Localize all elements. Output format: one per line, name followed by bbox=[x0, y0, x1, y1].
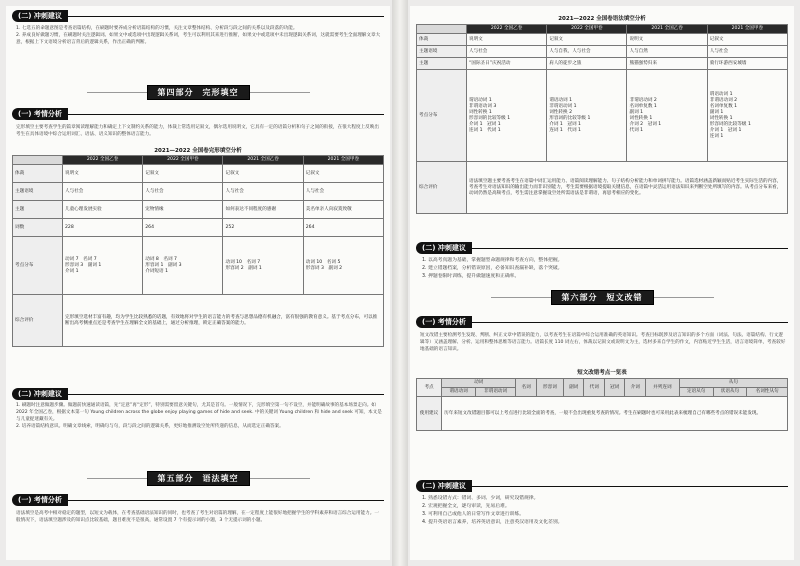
part4-analysis-text: 完形填空主要考查学生的篇章阅读理解能力和确定上下文制约关系的能力，体裁上常选用记叙文，偶尔选用说明文，它具有一定的语篇分析和句子之间的衔接，在很大程度上反映出考生在具体语境中综合运用词汇、语法、语义知识的整体语言能力。 bbox=[16, 125, 379, 137]
grammar-row bbox=[417, 70, 788, 162]
right-sprint2-item-3: 3. 可利用自己或他人的日常写作文章进行训练。 bbox=[422, 512, 525, 517]
cloze-cell: 动词 10 名词 5 形容词 3 副词 2 bbox=[303, 237, 383, 295]
grammar-cell: 谓语动词 1 非谓语动词 1 词性转换 2 形容词的比较等级 1 介词 1 冠词 1 连词 1 代词 1 bbox=[547, 70, 627, 162]
cloze-header-row bbox=[13, 156, 384, 165]
error-header-8: 并列连词 bbox=[645, 379, 679, 397]
cloze-header-1: 2022 全国乙卷 bbox=[62, 156, 142, 165]
right-page bbox=[410, 6, 794, 560]
cloze-header-0 bbox=[13, 156, 63, 165]
cloze-row-label: 综合评价 bbox=[13, 295, 63, 347]
error-header-2: 名词 bbox=[516, 379, 537, 397]
left-sprint1-item-2: 2. 养成良好做题习惯，在刷题时关注逻辑词。如果文中或选项中出现逻辑关系词，考生可以利用其来进行推断，如果文中或选项中未出现逻辑关系词，这就需要考生全面理解文章大意，根据上下文语境分析语言背后的逻辑关系，作出正确的判断。 bbox=[16, 33, 381, 45]
grammar-row bbox=[417, 162, 788, 214]
grammar-row bbox=[417, 58, 788, 70]
cloze-summary-cell: 完形填空选材丰富有趣，均为学生比较熟悉的话题，有效地将对学生的语言能力的考查与思想品德有机融合，富有很强的教育意义。基于考点分布，可以推断出高考侧重点还是考查学生在理解全文的基础上，通过分析推理，锁定正确答案的能力。 bbox=[62, 295, 383, 347]
cloze-cell: 记叙文 bbox=[223, 165, 303, 183]
cloze-cell: 252 bbox=[223, 219, 303, 237]
error-header-9: 从句 bbox=[679, 379, 787, 388]
grammar-cell: 人与社会 bbox=[466, 46, 546, 58]
grammar-header-0 bbox=[417, 25, 467, 34]
right-sprint2-label: (二) 冲刺建议 bbox=[416, 480, 788, 492]
cloze-row bbox=[13, 295, 384, 347]
cloze-row-label: 主题语境 bbox=[13, 183, 63, 201]
grammar-header-3: 2021 全国乙卷 bbox=[627, 25, 707, 34]
cloze-row-label: 体裁 bbox=[13, 165, 63, 183]
error-usage-row bbox=[417, 397, 788, 431]
cloze-row bbox=[13, 237, 384, 295]
part4-sprint-label: (二) 冲刺建议 bbox=[12, 388, 384, 400]
error-header-6: 冠词 bbox=[604, 379, 625, 397]
book-gutter bbox=[392, 0, 408, 566]
cloze-row-label: 词数 bbox=[13, 219, 63, 237]
error-subheader: 定语从句 bbox=[679, 388, 713, 397]
part5-title: 第五部分 语法填空 bbox=[147, 471, 250, 486]
right-sprint1-item-1: 1. 以高考真题为基础，掌握题型命题规律和考查方向，整体把握。 bbox=[422, 258, 563, 263]
grammar-summary-cell: 语法填空题主要考查考生在语篇中词汇运用能力、语篇阅读理解能力、句子结构分析能力和单词拼写能力。语篇选材涵盖新颖而贴近考生实际生活的内容，考查考生对语法知识的输出能力而非识别能力，考生需要根据语境提取关键信息，在语篇中灵活运用语法知识来判断空处所填写的内容。从考点分布来看，动词仍然是高频考点，考生需注意掌握设空处所需语法是非谓语，再思考相应的变化。 bbox=[466, 162, 787, 214]
grammar-header-row bbox=[417, 25, 788, 34]
part5-heading bbox=[6, 472, 390, 485]
cloze-header-4: 2021 全国甲卷 bbox=[303, 156, 383, 165]
cloze-cell: 记叙文 bbox=[143, 165, 223, 183]
error-subheader: 谓语动词 bbox=[442, 388, 476, 397]
error-header-7: 介词 bbox=[625, 379, 646, 397]
grammar-row-label: 考点分布 bbox=[417, 70, 467, 162]
grammar-cell: 人与自我，人与社会 bbox=[547, 46, 627, 58]
cloze-cell: 228 bbox=[62, 219, 142, 237]
grammar-cell: 非谓语动词 2 名词单复数 1 副词 1 词性转换 1 介词 2 冠词 1 代词 1 bbox=[627, 70, 707, 162]
part6-analysis-label: (一) 考情分析 bbox=[416, 316, 788, 328]
part4-analysis-label: (一) 考情分析 bbox=[12, 108, 384, 120]
grammar-cell: 骑行环游西安城墙 bbox=[707, 58, 787, 70]
grammar-cell: 肩人的徒步之旅 bbox=[547, 58, 627, 70]
grammar-cell: 说明文 bbox=[466, 34, 546, 46]
right-sprint2-list bbox=[422, 495, 782, 527]
cloze-header-3: 2021 全国乙卷 bbox=[223, 156, 303, 165]
grammar-row-label: 综合评价 bbox=[417, 162, 467, 214]
grammar-header-4: 2021 全国甲卷 bbox=[707, 25, 787, 34]
grammar-analysis-table bbox=[416, 24, 788, 214]
cloze-header-2: 2022 全国甲卷 bbox=[143, 156, 223, 165]
grammar-cell: 谓语动词 1 非谓语动词 3 词性转换 1 形容词的比较等级 1 介词 1 冠词 1 连词 1 代词 1 bbox=[466, 70, 546, 162]
grammar-cell: 记叙文 bbox=[547, 34, 627, 46]
cloze-cell: 儿童心理发展实验 bbox=[62, 201, 142, 219]
left-sprint1-label: (二) 冲刺建议 bbox=[12, 10, 384, 22]
grammar-cell: “国际圣日”庆祝活动 bbox=[466, 58, 546, 70]
cloze-row-label: 考点分布 bbox=[13, 237, 63, 295]
cloze-cell: 说明文 bbox=[62, 165, 142, 183]
right-sprint2-item-1: 1. 熟悉设错方式：错词、多词、少词，研究设错规律。 bbox=[422, 496, 539, 501]
cloze-cell: 264 bbox=[143, 219, 223, 237]
cloze-cell: 记叙文 bbox=[303, 165, 383, 183]
part6-heading bbox=[410, 291, 794, 304]
error-subheader: 状语从句 bbox=[713, 388, 747, 397]
cloze-row bbox=[13, 201, 384, 219]
part5-analysis-label: (一) 考情分析 bbox=[12, 494, 384, 506]
cloze-cell: 264 bbox=[303, 219, 383, 237]
grammar-cell: 熊猫强势归来 bbox=[627, 58, 707, 70]
left-sprint1-item-1: 1. 七选五的命题意图是考查语篇结构，在刷题时要养成分析语篇结构的习惯，关注文章整体结构、分析段与段之间的关系以及段落的功能。 bbox=[16, 26, 298, 31]
grammar-header-2: 2022 全国甲卷 bbox=[547, 25, 627, 34]
part4-title: 第四部分 完形填空 bbox=[147, 85, 250, 100]
right-sprint1-list bbox=[422, 257, 782, 281]
grammar-cell: 人与自然 bbox=[627, 46, 707, 58]
cloze-cell: 如何表达不同程度的感谢 bbox=[223, 201, 303, 219]
cloze-row bbox=[13, 219, 384, 237]
error-table-caption: 短文改错考点一览表 bbox=[577, 370, 627, 376]
grammar-row-label: 主题 bbox=[417, 58, 467, 70]
cloze-row bbox=[13, 165, 384, 183]
grammar-cell: 谓语动词 1 非谓语动词 2 名词单复数 1 副词 1 词性转换 1 形容词的比较等级 1 介词 1 冠词 1 连词 1 bbox=[707, 70, 787, 162]
cloze-analysis-table bbox=[12, 155, 384, 347]
right-sprint1-item-3: 3. 押题卷限时训练，提升做题速度和正确率。 bbox=[422, 274, 520, 279]
grammar-row-label: 体裁 bbox=[417, 34, 467, 46]
cloze-table-caption: 2021—2022 全国卷完形填空分析 bbox=[154, 148, 242, 154]
error-header-0: 考点 bbox=[417, 379, 442, 397]
part4-heading bbox=[6, 86, 390, 99]
grammar-cell: 说明文 bbox=[627, 34, 707, 46]
error-header-3: 形容词 bbox=[536, 379, 563, 397]
right-sprint2-item-2: 2. 宏观把握全文，逐句审读，先易后难。 bbox=[422, 504, 510, 509]
cloze-row bbox=[13, 183, 384, 201]
cloze-cell: 宠物情缘 bbox=[143, 201, 223, 219]
part6-analysis-text: 短文改错主要检测考生发现、判断、纠正文章中错误的能力，以考查考生在语篇中综合运用准确的英语知识。考查目标既涉及语言知识的多个方面（词法、句法、语篇结构、行文逻辑等）又涵盖理解、分析、运用和整体思维等语言能力。语篇长度 110 词左右，体裁以记叙文或说明文为主，选材多来自学生的作文，内容贴近学生生活，语言语境简单，考查较好地基础的语言知识。 bbox=[420, 333, 786, 352]
cloze-cell: 人与社会 bbox=[62, 183, 142, 201]
cloze-cell: 人与社会 bbox=[303, 183, 383, 201]
grammar-row bbox=[417, 34, 788, 46]
error-header-1: 动词 bbox=[442, 379, 516, 388]
right-sprint1-label: (二) 冲刺建议 bbox=[416, 242, 788, 254]
grammar-row-label: 主题语境 bbox=[417, 46, 467, 58]
error-subheader: 非谓语动词 bbox=[475, 388, 515, 397]
grammar-row bbox=[417, 46, 788, 58]
cloze-cell: 动词 7 名词 7 形容词 3 副词 1 介词 1 bbox=[62, 237, 142, 295]
grammar-cell: 记叙文 bbox=[707, 34, 787, 46]
error-correction-table bbox=[416, 378, 788, 431]
grammar-table-caption: 2021—2022 全国卷语法填空分析 bbox=[558, 16, 646, 22]
grammar-cell: 人与社会 bbox=[707, 46, 787, 58]
cloze-cell: 动词 8 名词 7 形容词 1 副词 3 介词短语 1 bbox=[143, 237, 223, 295]
cloze-cell: 美名单亲人向寂寞致敬 bbox=[303, 201, 383, 219]
part6-title: 第六部分 短文改错 bbox=[551, 290, 654, 305]
error-usage-label: 使用建议 bbox=[417, 397, 442, 431]
right-sprint2-item-4: 4. 提升英语语言素养，培养英语意识，注意英汉语用及文化差别。 bbox=[422, 520, 563, 525]
error-subheader: 名词性从句 bbox=[747, 388, 788, 397]
part4-sprint-text: 1. 刷题时注意做题步骤。做题前快速通读语篇，先“定意”再“定形”，特别需要留意关键句，尤其是首句。一般情况下，完形填空第一句不设空，并能明确故事的基本场景走向。如 2022 年全国乙卷，根据文本第一句 Young children across the globe enjoy playing games of hide and seek. 中的关键词 Young children 和 hide and seek 可知，本文是与儿童捉迷藏有关。 2. 培养语篇结构意识。明确文章线索，明确句与句，段与段之间的逻辑关系，更好地推测设空处所传递的信息，从而选定正确答案。 bbox=[16, 403, 382, 429]
right-sprint1-item-2: 2. 建立错题档案，分析错误原因，必备知识查漏补缺，落个突破。 bbox=[422, 266, 563, 271]
error-usage-text: 历年来短文改错题目都可以上考点进行比较全面的考查，一般不会出现重复考查的情况。考生在刷题时也可采用此表来梳理自己有哪些考点的错误未能发现。 bbox=[442, 397, 788, 431]
cloze-cell: 动词 10 名词 7 形容词 2 副词 1 bbox=[223, 237, 303, 295]
cloze-cell: 人与社会 bbox=[143, 183, 223, 201]
error-header-5: 代词 bbox=[584, 379, 605, 397]
left-sprint1-text bbox=[16, 25, 382, 46]
part5-analysis-text: 语法填空是高考中相对稳定的题型，以短文为载体，在考查基础语法知识的同时，也考查了考生对语篇的理解，在一定程度上能很好地把握学生的学科素养和语言综合运用能力。一般情况下，语法填空题涉及的知识点比较基础，题目难度不是很高，通常设置 7 个有提示词的小题，3 个无提示词的小题。 bbox=[16, 511, 379, 523]
cloze-row-label: 主题 bbox=[13, 201, 63, 219]
error-header-4: 副词 bbox=[563, 379, 584, 397]
error-header-row-1 bbox=[417, 379, 788, 388]
cloze-cell: 人与社会 bbox=[223, 183, 303, 201]
left-page bbox=[6, 6, 390, 560]
grammar-header-1: 2022 全国乙卷 bbox=[466, 25, 546, 34]
